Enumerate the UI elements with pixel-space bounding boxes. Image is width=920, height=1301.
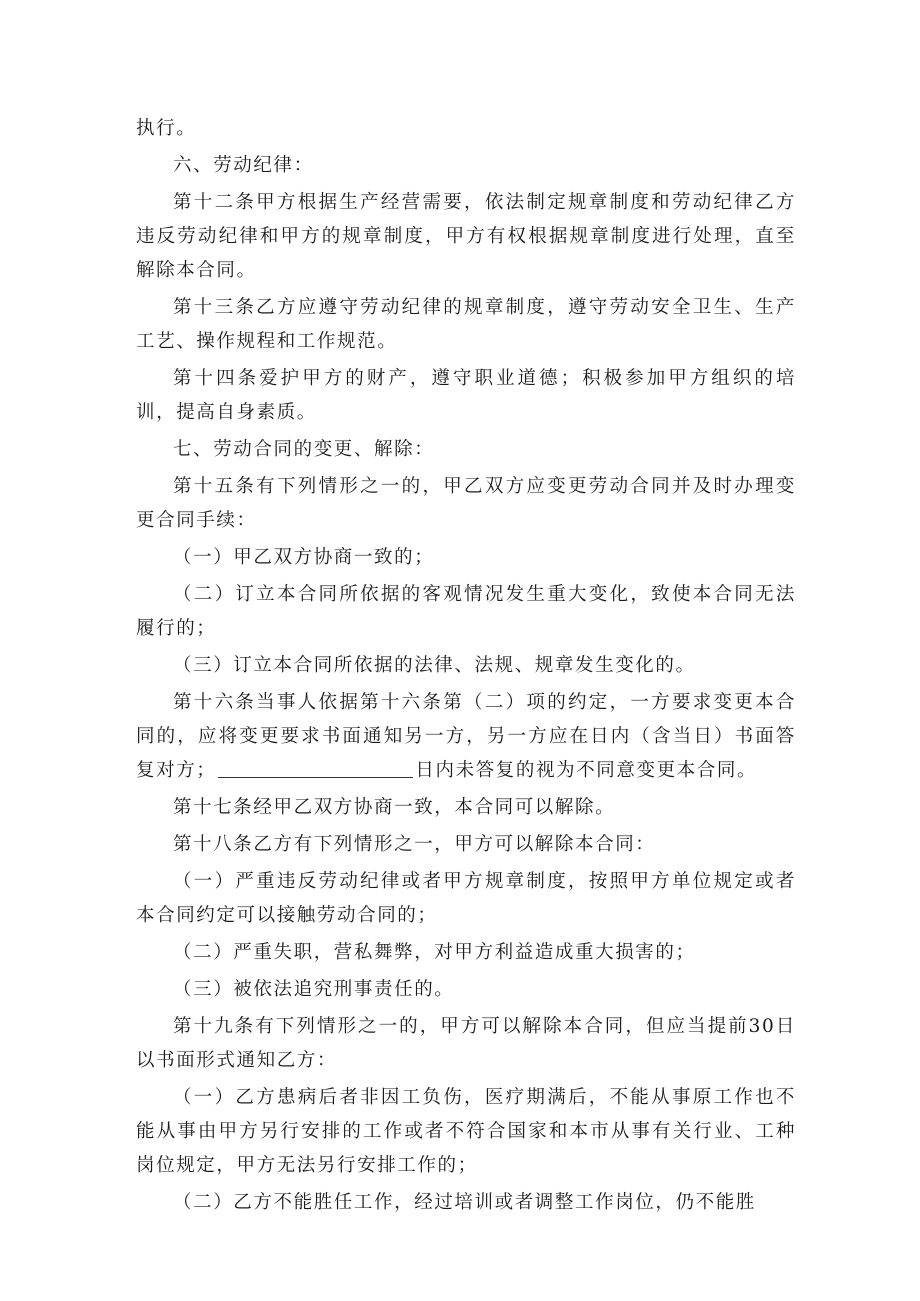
article-13: 第十三条乙方应遵守劳动纪律的规章制度，遵守劳动安全卫生、生产工艺、操作规程和工作规范。 (136, 297, 796, 352)
contract-body (136, 112, 796, 1220)
article-16-text-after-blank: 日内未答复的视为不同意变更本合同。 (415, 760, 758, 781)
article-15-item-1: （一）甲乙双方协商一致的； (173, 547, 435, 568)
article-19-item-2: （二）乙方不能胜任工作，经过培训或者调整工作岗位，仍不能胜 (173, 1192, 756, 1213)
article-19: 第十九条有下列情形之一的，甲方可以解除本合同，但应当提前30日以书面形式通知乙方： (136, 1016, 796, 1071)
article-18: 第十八条乙方有下列情形之一，甲方可以解除本合同： (173, 834, 656, 855)
article-19-item-1: （一）乙方患病后者非因工负伤，医疗期满后，不能从事原工作也不能从事由甲方另行安排的工作或者不符合国家和本市从事有关行业、工种岗位规定，甲方无法另行安排工作的； (136, 1087, 796, 1176)
article-12: 第十二条甲方根据生产经营需要，依法制定规章制度和劳动纪律乙方违反劳动纪律和甲方的规章制度，甲方有权根据规章制度进行处理，直至解除本合同。 (136, 192, 796, 281)
article-18-item-3: （三）被依法追究刑事责任的。 (173, 979, 455, 1000)
article-17: 第十七条经甲乙双方协商一致，本合同可以解除。 (173, 797, 616, 818)
article-15-item-3: （三）订立本合同所依据的法律、法规、规章发生变化的。 (173, 655, 696, 676)
fill-in-blank (218, 757, 413, 778)
article-15: 第十五条有下列情形之一的，甲乙双方应变更劳动合同并及时办理变更合同手续： (136, 476, 796, 531)
section-heading-contract-change: 七、劳动合同的变更、解除： (173, 439, 435, 460)
paragraph-continuation: 执行。 (136, 118, 197, 139)
article-18-item-2: （二）严重失职，营私舞弊，对甲方利益造成重大损害的； (173, 942, 696, 963)
article-18-item-1: （一）严重违反劳动纪律或者甲方规章制度，按照甲方单位规定或者本合同约定可以接触劳动合同的； (136, 871, 796, 926)
article-15-item-2: （二）订立本合同所依据的客观情况发生重大变化，致使本合同无法履行的； (136, 584, 796, 639)
article-16 (136, 686, 796, 788)
article-16-text-before-blank: 第十六条当事人依据第十六条第（二）项的约定，一方要求变更本合同的，应将变更要求书面通知另一方，另一方应在日内（含当日）书面答复对方； (136, 692, 796, 781)
section-heading-labor-discipline: 六、劳动纪律： (173, 155, 314, 176)
article-14: 第十四条爱护甲方的财产，遵守职业道德；积极参加甲方组织的培训，提高自身素质。 (136, 368, 796, 423)
